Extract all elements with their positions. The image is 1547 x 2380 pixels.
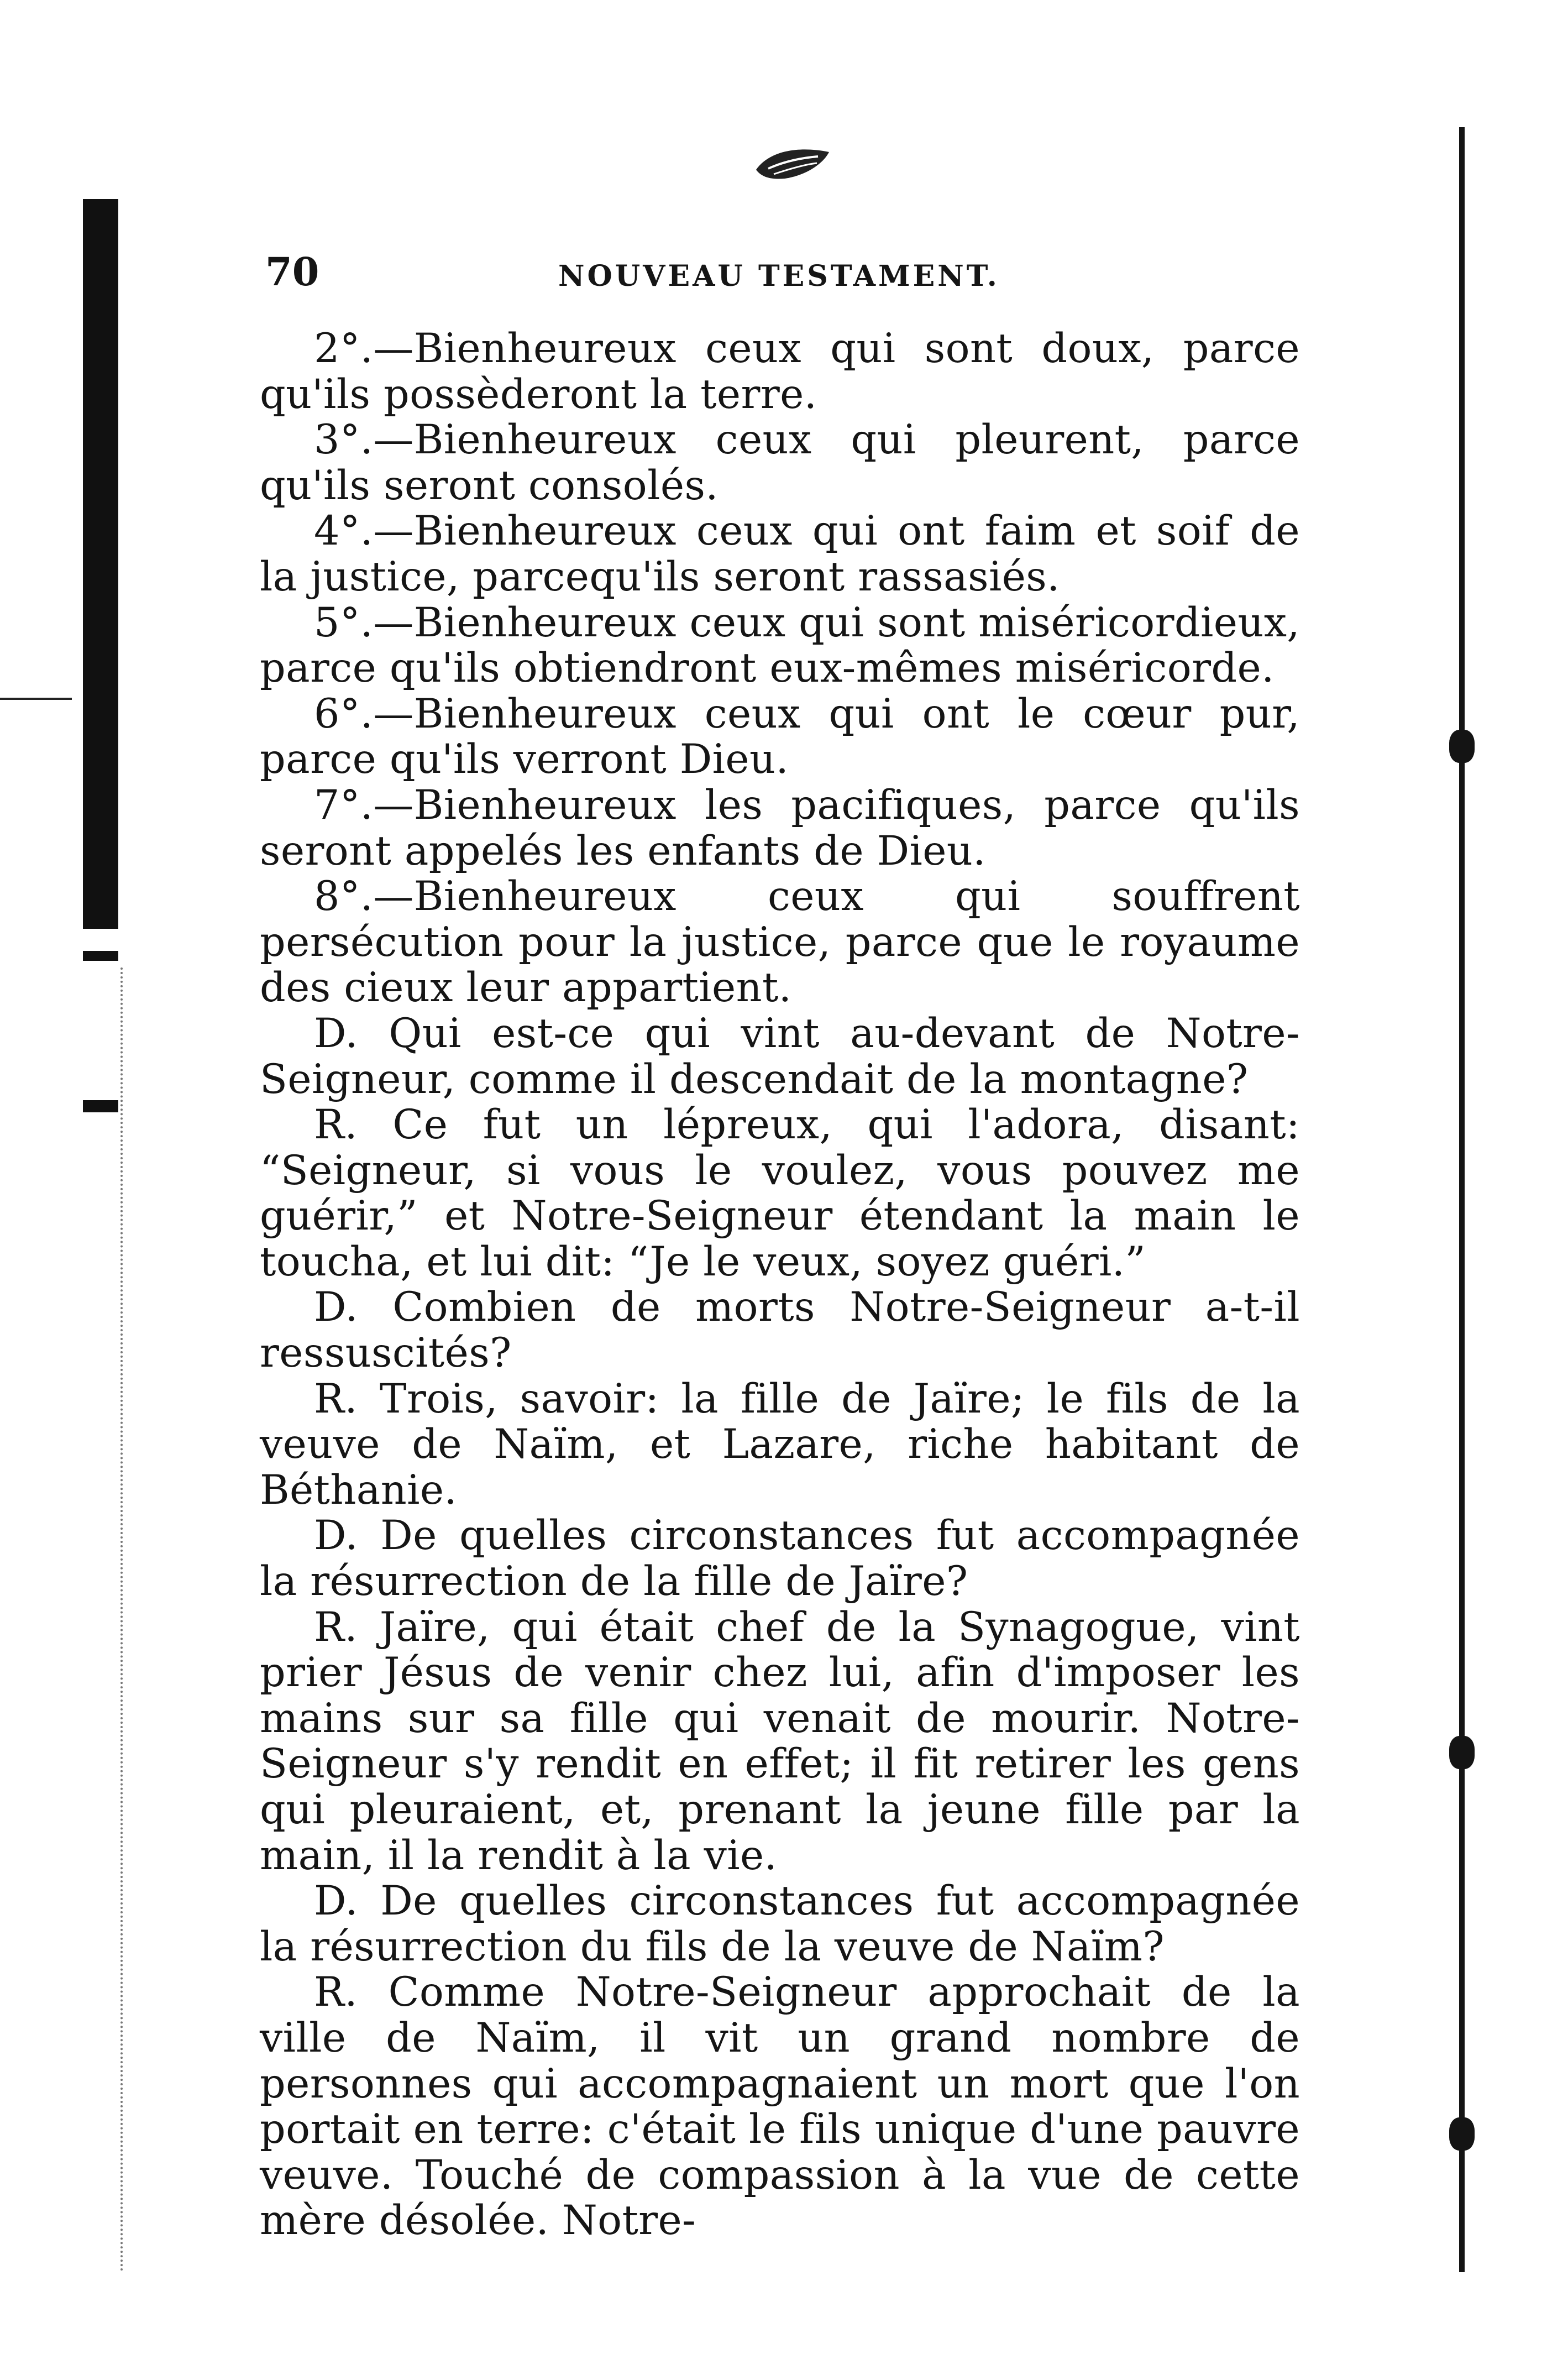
- question-jairus: D. De quelles circonstances fut accompagnée la résurrection de la fille de Jaïre?: [260, 1512, 1300, 1605]
- binding-knot: [1449, 730, 1475, 763]
- answer-leper: R. Ce fut un lépreux, qui l'adora, disant: “Seigneur, si vous le voulez, vous pouvez me guérir,” et Notre-Seigneur étendant la main le toucha, et lui dit: “Je le veux, soyez guéri.”: [260, 1101, 1300, 1285]
- running-title: NOUVEAU TESTAMENT.: [558, 259, 1000, 293]
- binding-rule: [1459, 127, 1465, 2272]
- question-leper: D. Qui est-ce qui vint au-devant de Notre-Seigneur, comme il descendait de la montagne?: [260, 1009, 1300, 1103]
- binding-knot: [1449, 1736, 1475, 1769]
- page-header: [265, 244, 1437, 300]
- scan-edge-mark: [83, 879, 118, 890]
- scan-edge-bar: [83, 199, 118, 890]
- scan-edge-mark: [83, 951, 118, 961]
- scan-edge-tick: [0, 698, 72, 700]
- scan-edge-mark: [83, 912, 118, 929]
- paragraph-beatitude-2: 2°.—Bienheureux ceux qui sont doux, parce qu'ils possèderont la terre.: [260, 325, 1300, 418]
- page-number: 70: [265, 249, 319, 295]
- scan-edge-dotted: [120, 967, 126, 2272]
- paragraph-beatitude-5: 5°.—Bienheureux ceux qui sont miséricordieux, parce qu'ils obtiendront eux-mêmes miséricorde.: [260, 599, 1300, 692]
- binding-knot: [1449, 2117, 1475, 2151]
- ornament-icon: [752, 141, 835, 185]
- body-text: [260, 326, 1300, 2244]
- paragraph-beatitude-7: 7°.—Bienheureux les pacifiques, parce qu'ils seront appelés les enfants de Dieu.: [260, 781, 1300, 875]
- paragraph-beatitude-6: 6°.—Bienheureux ceux qui ont le cœur pur, parce qu'ils verront Dieu.: [260, 690, 1300, 783]
- question-nain: D. De quelles circonstances fut accompagnée la résurrection du fils de la veuve de Naïm?: [260, 1877, 1300, 1970]
- answer-jairus: R. Jaïre, qui était chef de la Synagogue, vint prier Jésus de venir chez lui, afin d'imposer les mains sur sa fille qui venait de mourir. Notre-Seigneur s'y rendit en effet; il fit retirer les gens qui pleuraient, et, prenant la jeune fille par la main, il la rendit à la vie.: [260, 1603, 1300, 1879]
- paragraph-beatitude-4: 4°.—Bienheureux ceux qui ont faim et soif de la justice, parcequ'ils seront rassasiés.: [260, 508, 1300, 600]
- answer-nain: R. Comme Notre-Seigneur approchait de la ville de Naïm, il vit un grand nombre de personnes qui accompagnaient un mort que l'on portait en terre: c'était le fils unique d'une pauvre veuve. Touché de compassion à la vue de cette mère désolée. Notre-: [260, 1969, 1300, 2245]
- answer-resurrections: R. Trois, savoir: la fille de Jaïre; le fils de la veuve de Naïm, et Lazare, riche habitant de Béthanie.: [260, 1375, 1300, 1514]
- paragraph-beatitude-3: 3°.—Bienheureux ceux qui pleurent, parce qu'ils seront consolés.: [260, 416, 1300, 509]
- question-resurrections: D. Combien de morts Notre-Seigneur a-t-il ressuscités?: [260, 1284, 1300, 1377]
- paragraph-beatitude-8: 8°.—Bienheureux ceux qui souffrent persécution pour la justice, parce que le royaume des cieux leur appartient.: [260, 873, 1300, 1012]
- scan-edge-mark: [83, 1100, 118, 1112]
